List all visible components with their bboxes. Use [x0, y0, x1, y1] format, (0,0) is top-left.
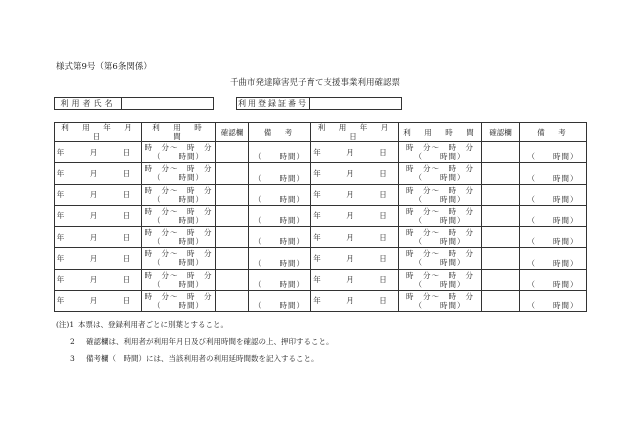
- time-hours-text: （ 時間）: [414, 237, 466, 247]
- table-row: [55, 184, 587, 205]
- time-cell[interactable]: [142, 269, 216, 290]
- time-cell[interactable]: [142, 163, 216, 184]
- time-cell[interactable]: [142, 205, 216, 226]
- time-cell[interactable]: [399, 184, 482, 205]
- note-text: 確認欄は、利用者が利用年月日及び利用時間を確認の上、押印すること。: [86, 337, 334, 346]
- time-cell[interactable]: [399, 142, 482, 163]
- confirm-cell[interactable]: [216, 184, 249, 205]
- time-cell[interactable]: [142, 248, 216, 269]
- registration-number-input[interactable]: [310, 98, 401, 109]
- time-hours-text: （ 時間）: [153, 258, 204, 268]
- confirm-cell[interactable]: [482, 269, 520, 290]
- note-item: 2 確認欄は、利用者が利用年月日及び利用時間を確認の上、押印すること。: [70, 337, 334, 346]
- time-hours-text: （ 時間）: [153, 279, 204, 289]
- page-title: 千曲市発達障害児子育て支援事業利用確認票: [229, 78, 400, 88]
- form-number: 様式第9号（第6条関係）: [56, 62, 152, 72]
- table-row: [55, 163, 587, 184]
- header-date: 利 用 年 月 日: [55, 123, 142, 142]
- table-row: [55, 205, 587, 226]
- time-cell[interactable]: [142, 290, 216, 311]
- remarks-cell[interactable]: （ 時間）: [249, 227, 311, 248]
- confirm-cell[interactable]: [216, 269, 249, 290]
- confirm-cell[interactable]: [482, 184, 520, 205]
- note-item: 3 備考欄（ 時間）には、当該利用者の利用延時間数を記入すること。: [70, 354, 319, 363]
- time-cell[interactable]: [142, 184, 216, 205]
- confirm-cell[interactable]: [216, 248, 249, 269]
- time-range-text: 時 分～ 時 分: [406, 143, 474, 153]
- remarks-cell[interactable]: （ 時間）: [520, 163, 587, 184]
- time-hours-text: （ 時間）: [153, 194, 204, 204]
- usage-table: [54, 122, 587, 312]
- time-range-text: 時 分～ 時 分: [406, 249, 474, 259]
- time-range-text: 時 分～ 時 分: [406, 228, 474, 238]
- time-range-text: 時 分～ 時 分: [406, 291, 474, 301]
- confirm-cell[interactable]: [482, 142, 520, 163]
- table-row: [55, 227, 587, 248]
- date-cell[interactable]: 年 月 日: [55, 163, 142, 184]
- date-cell[interactable]: 年 月 日: [311, 269, 399, 290]
- time-range-text: 時 分～ 時 分: [406, 270, 474, 280]
- date-cell[interactable]: 年 月 日: [311, 290, 399, 311]
- time-hours-text: （ 時間）: [153, 173, 204, 183]
- time-hours-text: （ 時間）: [414, 300, 466, 310]
- time-range-text: 時 分～ 時 分: [144, 143, 213, 153]
- header-time: 利 用 時 間: [399, 123, 482, 142]
- time-cell[interactable]: [399, 290, 482, 311]
- remarks-cell[interactable]: （ 時間）: [249, 184, 311, 205]
- confirm-cell[interactable]: [482, 205, 520, 226]
- registration-number-field: [236, 97, 402, 110]
- user-name-input[interactable]: [122, 98, 213, 109]
- confirm-cell[interactable]: [482, 227, 520, 248]
- date-cell[interactable]: 年 月 日: [55, 205, 142, 226]
- time-hours-text: （ 時間）: [414, 258, 466, 268]
- time-hours-text: （ 時間）: [414, 279, 466, 289]
- time-cell[interactable]: [399, 248, 482, 269]
- remarks-cell[interactable]: （ 時間）: [249, 269, 311, 290]
- confirm-cell[interactable]: [482, 290, 520, 311]
- remarks-cell[interactable]: （ 時間）: [249, 142, 311, 163]
- time-range-text: 時 分～ 時 分: [406, 185, 474, 195]
- time-range-text: 時 分～ 時 分: [144, 270, 213, 280]
- confirm-cell[interactable]: [482, 248, 520, 269]
- date-cell[interactable]: 年 月 日: [311, 142, 399, 163]
- date-cell[interactable]: 年 月 日: [311, 248, 399, 269]
- date-cell[interactable]: 年 月 日: [55, 248, 142, 269]
- header-date: 利 用 年 月 日: [311, 123, 399, 142]
- confirm-cell[interactable]: [216, 142, 249, 163]
- remarks-cell[interactable]: （ 時間）: [520, 184, 587, 205]
- time-cell[interactable]: [142, 227, 216, 248]
- confirm-cell[interactable]: [216, 290, 249, 311]
- time-hours-text: （ 時間）: [153, 300, 204, 310]
- header-remarks: 備 考: [520, 123, 587, 142]
- header-confirm: 確認欄: [482, 123, 520, 142]
- time-hours-text: （ 時間）: [414, 215, 466, 225]
- time-range-text: 時 分～ 時 分: [406, 206, 474, 216]
- time-range-text: 時 分～ 時 分: [144, 164, 213, 174]
- time-range-text: 時 分～ 時 分: [144, 185, 213, 195]
- table-row: [55, 290, 587, 311]
- table-row: [55, 248, 587, 269]
- remarks-cell[interactable]: （ 時間）: [520, 290, 587, 311]
- time-hours-text: （ 時間）: [414, 152, 466, 162]
- remarks-cell[interactable]: （ 時間）: [249, 290, 311, 311]
- remarks-cell[interactable]: （ 時間）: [520, 269, 587, 290]
- note-item: (注)1 本票は、登録利用者ごとに別葉とすること。: [56, 320, 228, 329]
- note-text: 本票は、登録利用者ごとに別葉とすること。: [78, 320, 228, 329]
- header-remarks: 備 考: [249, 123, 311, 142]
- remarks-cell[interactable]: （ 時間）: [520, 142, 587, 163]
- header-time: 利 用 時 間: [142, 123, 216, 142]
- table-header-row: [55, 123, 587, 142]
- date-cell[interactable]: 年 月 日: [311, 205, 399, 226]
- date-cell[interactable]: 年 月 日: [311, 227, 399, 248]
- time-range-text: 時 分～ 時 分: [144, 249, 213, 259]
- note-text: 備考欄（ 時間）には、当該利用者の利用延時間数を記入すること。: [86, 354, 319, 363]
- time-hours-text: （ 時間）: [414, 173, 466, 183]
- confirm-cell[interactable]: [216, 227, 249, 248]
- table-row: [55, 269, 587, 290]
- remarks-cell[interactable]: （ 時間）: [520, 205, 587, 226]
- confirm-cell[interactable]: [216, 163, 249, 184]
- date-cell[interactable]: 年 月 日: [55, 227, 142, 248]
- user-name-label: 利用者氏名: [55, 98, 122, 109]
- remarks-cell[interactable]: （ 時間）: [249, 248, 311, 269]
- time-hours-text: （ 時間）: [153, 237, 204, 247]
- date-cell[interactable]: 年 月 日: [311, 163, 399, 184]
- date-cell[interactable]: 年 月 日: [55, 269, 142, 290]
- date-cell[interactable]: 年 月 日: [55, 290, 142, 311]
- time-hours-text: （ 時間）: [414, 194, 466, 204]
- time-cell[interactable]: [399, 227, 482, 248]
- time-cell[interactable]: [142, 142, 216, 163]
- time-range-text: 時 分～ 時 分: [144, 206, 213, 216]
- remarks-cell[interactable]: （ 時間）: [520, 248, 587, 269]
- time-range-text: 時 分～ 時 分: [406, 164, 474, 174]
- remarks-cell[interactable]: （ 時間）: [249, 205, 311, 226]
- table-row: [55, 142, 587, 163]
- confirm-cell[interactable]: [482, 163, 520, 184]
- confirm-cell[interactable]: [216, 205, 249, 226]
- time-hours-text: （ 時間）: [153, 152, 204, 162]
- date-cell[interactable]: 年 月 日: [311, 184, 399, 205]
- date-cell[interactable]: 年 月 日: [55, 184, 142, 205]
- time-cell[interactable]: [399, 269, 482, 290]
- remarks-cell[interactable]: （ 時間）: [520, 227, 587, 248]
- time-cell[interactable]: [399, 205, 482, 226]
- remarks-cell[interactable]: （ 時間）: [249, 163, 311, 184]
- time-range-text: 時 分～ 時 分: [144, 291, 213, 301]
- time-range-text: 時 分～ 時 分: [144, 228, 213, 238]
- registration-number-label: 利用登録証番号: [238, 99, 308, 108]
- header-confirm: 確認欄: [216, 123, 249, 142]
- date-cell[interactable]: 年 月 日: [55, 142, 142, 163]
- user-name-field: [54, 97, 214, 110]
- time-cell[interactable]: [399, 163, 482, 184]
- time-hours-text: （ 時間）: [153, 215, 204, 225]
